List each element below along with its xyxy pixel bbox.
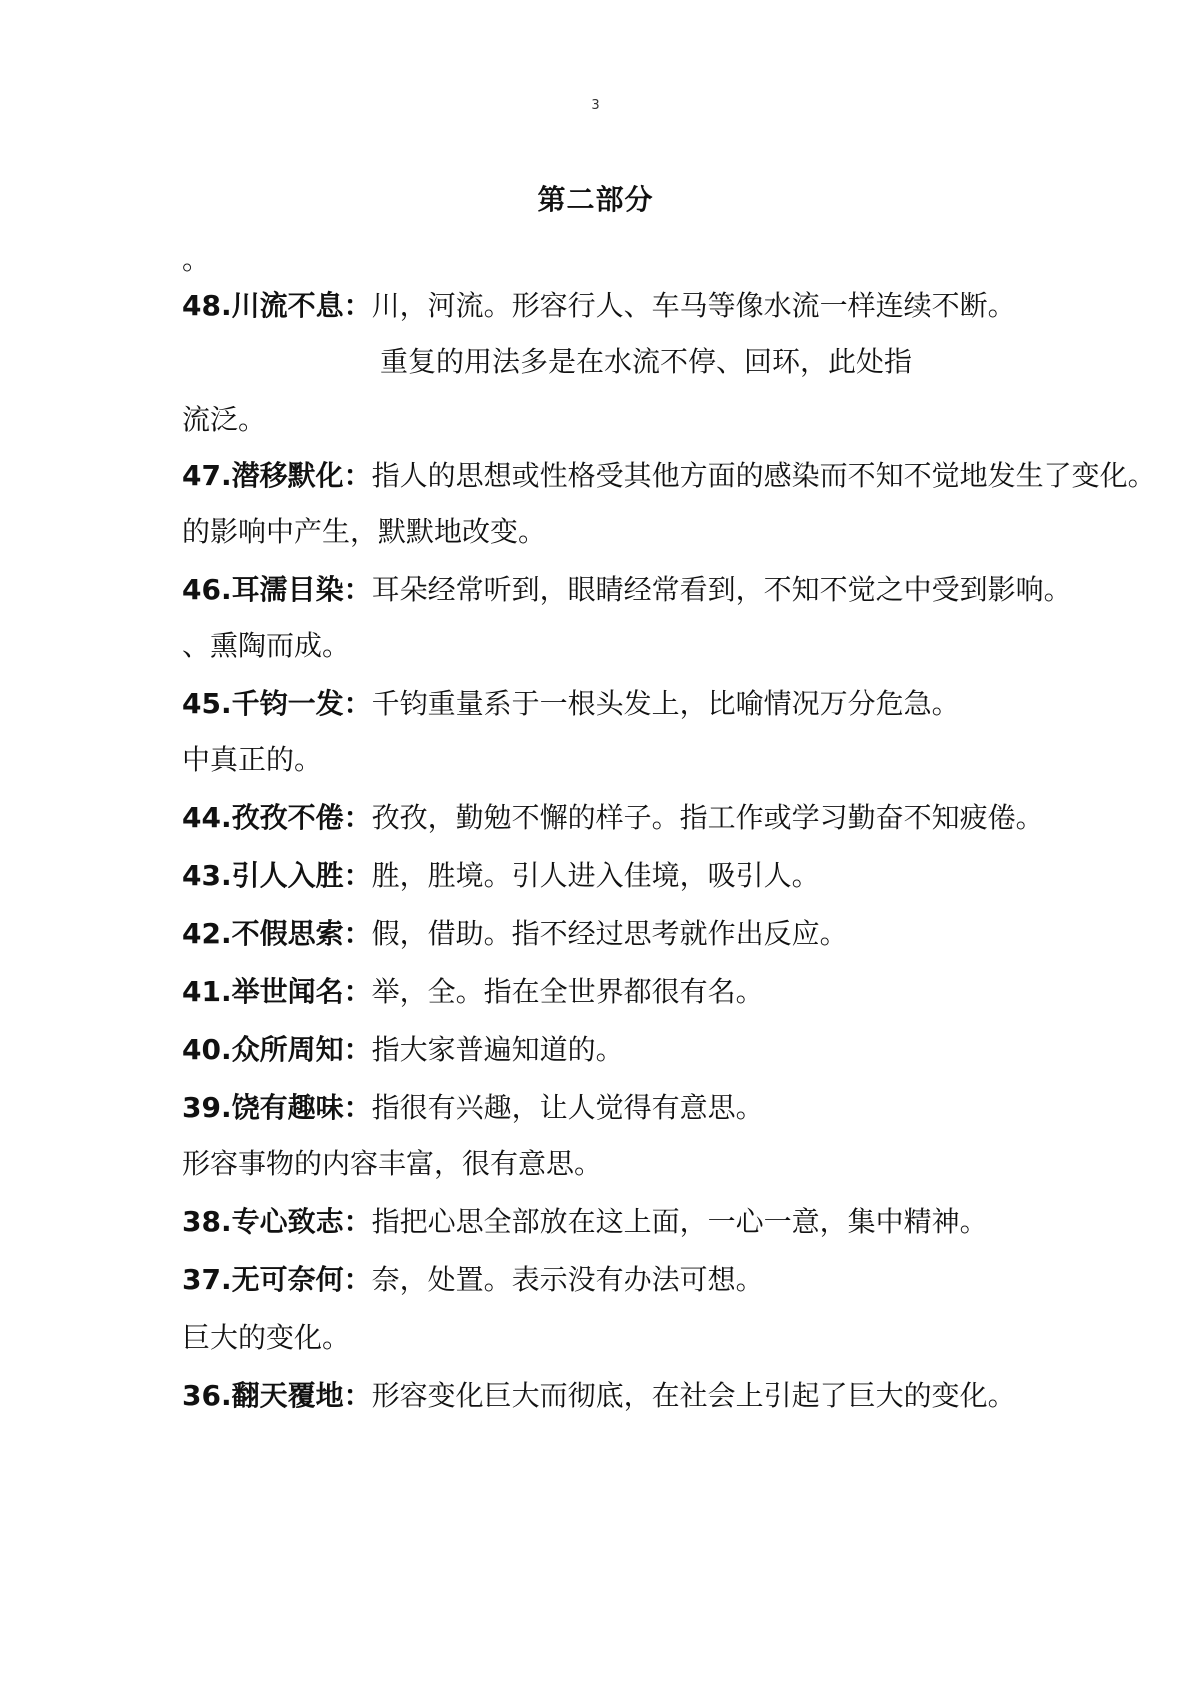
entry-text: 孜孜，勤勉不懈的样子。指工作或学习勤奋不知疲倦。 (371, 801, 1044, 834)
entry-text: 形容事物的内容丰富，很有意思。 (182, 1147, 603, 1180)
entry-text: 胜，胜境。引人进入佳境，吸引人。 (371, 859, 820, 892)
entry-text: 指人的思想或性格受其他方面的感染而不知不觉地发生了变化。 (371, 459, 1156, 492)
entry-term: 46.耳濡目染： (182, 573, 372, 606)
entry-text: 耳朵经常听到，眼睛经常看到，不知不觉之中受到影响。 (371, 573, 1072, 606)
entry-48 (182, 286, 1042, 326)
entry-term: 42.不假思索： (182, 917, 372, 950)
entry-43 (182, 856, 1042, 896)
entry-text: 千钧重量系于一根头发上，比喻情况万分危急。 (371, 687, 960, 720)
entry-text: 指把心思全部放在这上面，一心一意，集中精神。 (371, 1205, 988, 1238)
entry-term: 36.翻天覆地： (182, 1379, 372, 1412)
entry-47-continued (182, 512, 1042, 552)
entry-48-continued (380, 342, 1042, 382)
entry-text: 巨大的变化。 (182, 1321, 351, 1354)
entry-41 (182, 972, 1042, 1012)
entry-term: 48.川流不息： (182, 289, 372, 322)
entry-term: 43.引人入胜： (182, 859, 372, 892)
entry-47 (182, 456, 1156, 496)
entry-37 (182, 1260, 1042, 1300)
entry-text: 川，河流。形容行人、车马等像水流一样连续不断。 (371, 289, 1016, 322)
section-title: 第二部分 (537, 183, 654, 216)
entry-term: 41.举世闻名： (182, 975, 372, 1008)
entry-45-continued (182, 740, 1042, 780)
entry-term: 44.孜孜不倦： (182, 801, 372, 834)
entry-39-continued (182, 1144, 1042, 1184)
top-mark: 。 (182, 243, 211, 276)
entry-46-continued (182, 626, 1042, 666)
entry-text: 中真正的。 (182, 743, 323, 776)
entry-text: 的影响中产生，默默地改变。 (182, 515, 547, 548)
entry-text: 形容变化巨大而彻底，在社会上引起了巨大的变化。 (371, 1379, 1016, 1412)
entry-text: 举，全。指在全世界都很有名。 (371, 975, 764, 1008)
entry-text: 指大家普遍知道的。 (371, 1033, 624, 1066)
entry-39 (182, 1088, 1042, 1128)
entry-40 (182, 1030, 1042, 1070)
entry-text: 重复的用法多是在水流不停、回环，此处指 (380, 345, 913, 378)
entry-term: 39.饶有趣味： (182, 1091, 372, 1124)
entry-45 (182, 684, 1042, 724)
entry-44 (182, 798, 1042, 838)
entry-term: 40.众所周知： (182, 1033, 372, 1066)
entry-text: 、熏陶而成。 (182, 629, 351, 662)
entry-38 (182, 1202, 1042, 1242)
entry-text: 指很有兴趣，让人觉得有意思。 (371, 1091, 764, 1124)
entry-term: 45.千钧一发： (182, 687, 372, 720)
entry-term: 47.潜移默化： (182, 459, 372, 492)
page-number: 3 (591, 98, 600, 113)
entry-text: 流泛。 (182, 403, 267, 436)
entry-text: 假，借助。指不经过思考就作出反应。 (371, 917, 848, 950)
entry-46 (182, 570, 1072, 610)
entry-text: 奈，处置。表示没有办法可想。 (371, 1263, 764, 1296)
entry-36 (182, 1376, 1042, 1416)
entry-48-tail (182, 400, 1042, 440)
entry-term: 38.专心致志： (182, 1205, 372, 1238)
entry-42 (182, 914, 1042, 954)
entry-term: 37.无可奈何： (182, 1263, 372, 1296)
entry-37-continued (182, 1318, 1042, 1358)
